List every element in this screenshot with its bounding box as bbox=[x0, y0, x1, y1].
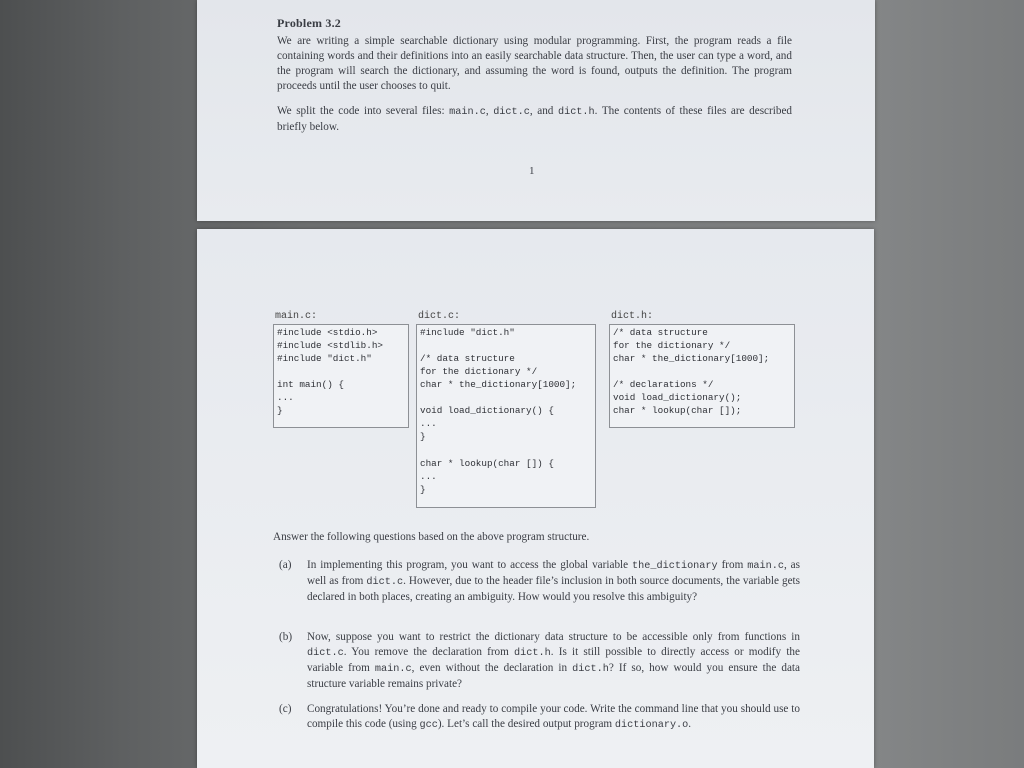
code-line: char * the_dictionary[1000]; bbox=[420, 379, 577, 390]
dict-h-filename: dict.h: bbox=[611, 311, 654, 322]
main-c-filename: main.c: bbox=[275, 311, 318, 322]
code-line: ... bbox=[420, 418, 437, 429]
code-line: ... bbox=[277, 392, 294, 403]
code-line: } bbox=[277, 405, 283, 416]
question-text-part: ). Let’s call the desired output program bbox=[437, 718, 615, 730]
code-line: void load_dictionary() { bbox=[420, 405, 554, 416]
code-term: dict.c bbox=[307, 648, 344, 659]
code-line: #include <stdlib.h> bbox=[277, 340, 384, 351]
code-term: dict.c bbox=[366, 577, 404, 588]
answer-intro: Answer the following questions based on the above program structure. bbox=[273, 531, 590, 543]
code-term: dict.h bbox=[572, 664, 609, 675]
code-line: ... bbox=[420, 471, 437, 482]
code-line: /* data structure bbox=[613, 327, 708, 338]
files-text-2: , bbox=[485, 105, 494, 117]
code-line: void load_dictionary(); bbox=[613, 392, 742, 403]
question-text bbox=[307, 702, 800, 733]
question-text-part: , even without the declaration in bbox=[411, 662, 573, 674]
main-c-code-box bbox=[273, 324, 409, 428]
files-text-1: We split the code into several files: bbox=[277, 105, 450, 117]
code-line: #include "dict.h" bbox=[420, 327, 515, 338]
code-term: the_dictionary bbox=[632, 561, 718, 572]
question-b bbox=[279, 630, 802, 692]
dict-h-code-box bbox=[609, 324, 795, 428]
code-term: main.c bbox=[374, 664, 412, 675]
code-line: char * lookup(char []); bbox=[613, 405, 742, 416]
question-label: (b) bbox=[279, 631, 293, 643]
code-line: } bbox=[420, 431, 426, 442]
question-a bbox=[279, 558, 802, 605]
question-text-part: . Is it still possible to directly access or modify the variable from bbox=[307, 646, 800, 674]
question-label: (a) bbox=[279, 559, 292, 571]
code-line: char * lookup(char []) { bbox=[420, 458, 554, 469]
files-text-4: . The contents of these files are described briefly below. bbox=[277, 105, 792, 133]
page-2 bbox=[197, 229, 874, 768]
dict-c-code-box bbox=[416, 324, 596, 508]
files-paragraph bbox=[277, 104, 792, 135]
page-number: 1 bbox=[529, 165, 535, 177]
code-line: for the dictionary */ bbox=[613, 340, 731, 351]
code-term: dictionary.o bbox=[614, 720, 689, 731]
code-line: } bbox=[420, 484, 426, 495]
intro-paragraph: We are writing a simple searchable dictionary using modular programming. First, the program reads a file containing words and their definitions into an easily searchable data structure. Then, the user can type a word, and the program will search the dictionary, and assuming the word is found, outputs the definition. The program proceeds until the user chooses to quit. bbox=[277, 35, 792, 92]
code-line: char * the_dictionary[1000]; bbox=[613, 353, 770, 364]
problem-title: Problem 3.2 bbox=[277, 16, 341, 30]
dict-c-filename: dict.c: bbox=[418, 311, 461, 322]
question-text-part: Now, suppose you want to restrict the dictionary data structure to be accessible only from functions in bbox=[307, 631, 800, 643]
question-text-part: Congratulations! You’re done and ready to compile your code. Write the command line that you should use to compile this code (using bbox=[307, 703, 800, 730]
code-term: main.c bbox=[747, 561, 784, 572]
page-1 bbox=[197, 0, 875, 221]
question-text-part: In implementing this program, you want to access the global variable bbox=[307, 559, 633, 571]
question-text-part: from bbox=[717, 559, 748, 571]
file-name-dict-h: dict.h bbox=[557, 107, 595, 118]
code-term: dict.h bbox=[514, 648, 551, 659]
code-term: gcc bbox=[419, 720, 438, 731]
question-text-part: . You remove the declaration from bbox=[343, 646, 515, 658]
question-text bbox=[307, 558, 800, 605]
question-text bbox=[307, 630, 800, 692]
question-text-part: , as well as from bbox=[307, 559, 801, 587]
question-text-part: . However, due to the header file’s inclusion in both source documents, the variable gets declared in both places, creating an ambiguity. How would you resolve this ambiguity? bbox=[307, 575, 801, 603]
code-line: /* declarations */ bbox=[613, 379, 714, 390]
code-line: int main() { bbox=[277, 379, 344, 390]
question-text-part: . bbox=[688, 718, 692, 730]
code-line: #include "dict.h" bbox=[277, 353, 372, 364]
question-c bbox=[279, 702, 802, 733]
code-line: /* data structure bbox=[420, 353, 515, 364]
file-name-main: main.c bbox=[449, 107, 486, 118]
files-text-3: , and bbox=[529, 105, 558, 117]
file-name-dict-c: dict.c bbox=[493, 107, 530, 118]
question-text-part: ? If so, how would you ensure the data structure variable remains private? bbox=[307, 662, 800, 690]
code-line: #include <stdio.h> bbox=[277, 327, 378, 338]
code-line: for the dictionary */ bbox=[420, 366, 538, 377]
question-label: (c) bbox=[279, 703, 292, 715]
